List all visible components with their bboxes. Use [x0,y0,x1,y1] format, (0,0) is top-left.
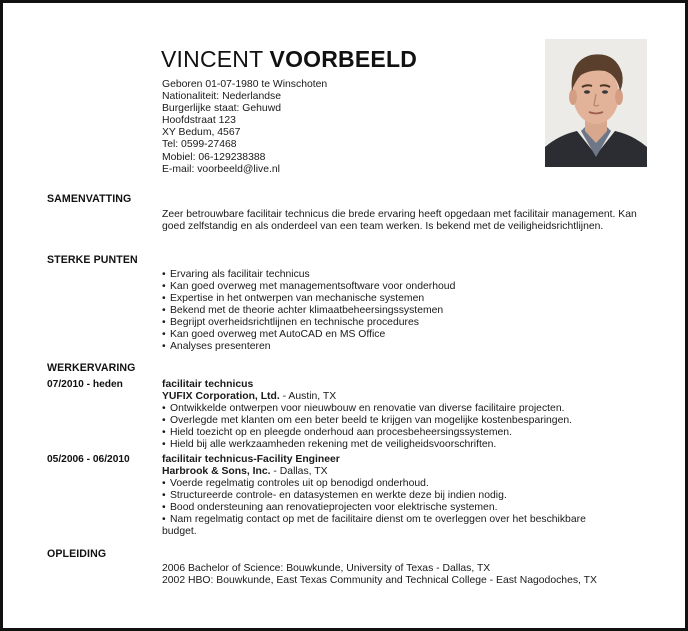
bullet-icon: • [162,514,166,525]
job-duties-list [162,478,652,538]
city-line: XY Bedum, 4567 [162,127,241,139]
company-location: - Austin, TX [279,391,337,402]
list-item: • Ervaring als facilitair technicus [162,269,310,280]
company-name: YUFIX Corporation, Ltd. [162,391,280,402]
first-name: VINCENT [161,46,263,72]
job-block [162,379,652,451]
job-block [162,454,652,538]
bullet-icon: • [162,317,166,328]
list-item: • Overlegde met klanten om een beter beeld te krijgen van mogelijke kostenbesparingen. [162,415,573,426]
bullet-icon: • [162,269,166,280]
list-item: • Bood ondersteuning aan renovatieprojecten voor elektrische systemen. [162,502,498,513]
email-line: E-mail: voorbeeld@live.nl [162,163,280,175]
strengths-block [162,269,652,353]
marital-status-line: Burgerlijke staat: Gehuwd [162,103,281,115]
education-item: 2006 Bachelor of Science: Bouwkunde, University of Texas - Dallas, TX [162,563,491,574]
bullet-icon: • [162,478,166,489]
list-item: • Kan goed overweg met AutoCAD en MS Office [162,329,386,340]
phone-line: Tel: 0599-27468 [162,139,237,151]
education-heading: OPLEIDING [47,548,107,560]
job-period: 05/2006 - 06/2010 [47,454,130,465]
strengths-heading: STERKE PUNTEN [47,254,138,266]
list-item: • Voerde regelmatig controles uit op benodigd onderhoud. [162,478,429,489]
list-item: • Hield toezicht op en pleegde onderhoud aan procesbeheersingssystemen. [162,427,512,438]
contact-details [162,79,327,176]
job-duties-list [162,403,652,451]
bullet-icon: • [162,329,166,340]
mobile-line: Mobiel: 06-129238388 [162,151,266,163]
job-title: facilitair technicus-Facility Engineer [162,454,340,465]
list-item: • Structureerde controle- en datasystemen en werkte deze bij indien nodig. [162,490,507,501]
bullet-icon: • [162,427,166,438]
list-item: • Kan goed overweg met managementsoftware voor onderhoud [162,281,456,292]
summary-text-block [162,209,642,233]
street-line: Hoofdstraat 123 [162,115,236,127]
company-location: - Dallas, TX [270,466,328,477]
list-item: • Expertise in het ontwerpen van mechanische systemen [162,293,425,304]
job-title: facilitair technicus [162,379,254,390]
list-item: • Analyses presenteren [162,341,271,352]
education-item: 2002 HBO: Bouwkunde, East Texas Community and Technical College - East Nagodoches, TX [162,575,597,586]
bullet-icon: • [162,502,166,513]
experience-heading: WERKERVARING [47,362,136,374]
list-item: • Bekend met de theorie achter klimaatbeheersingssystemen [162,305,444,316]
bullet-icon: • [162,293,166,304]
company-name: Harbrook & Sons, Inc. [162,466,271,477]
bullet-icon: • [162,490,166,501]
profile-photo [545,39,647,167]
bullet-icon: • [162,281,166,292]
candidate-name [161,45,417,73]
bullet-icon: • [162,415,166,426]
education-block [162,563,652,587]
list-item: • Hield bij alle werkzaamheden rekening met de veiligheidsvoorschriften. [162,439,497,450]
list-item: • Nam regelmatig contact op met de facilitaire dienst om te overleggen over het beschikbare budget. [162,514,586,537]
job-period: 07/2010 - heden [47,379,123,390]
strengths-list [162,269,652,353]
bullet-icon: • [162,403,166,414]
summary-heading: SAMENVATTING [47,193,132,205]
bullet-icon: • [162,305,166,316]
job-company-line [162,466,652,478]
bullet-icon: • [162,341,166,352]
last-name: VOORBEELD [269,46,418,72]
list-item: • Begrijpt overheidsrichtlijnen en technische procedures [162,317,419,328]
job-company-line [162,391,652,403]
nationality-line: Nationaliteit: Nederlandse [162,91,281,103]
birth-line: Geboren 01-07-1980 te Winschoten [162,79,328,90]
bullet-icon: • [162,439,166,450]
list-item: • Ontwikkelde ontwerpen voor nieuwbouw en renovatie van diverse facilitaire projecten. [162,403,565,414]
summary-text: Zeer betrouwbare facilitair technicus die brede ervaring heeft opgedaan met facilitair management. Kan goed zelfstandig en als onderdeel van een team werken. Is bekend met de veiligheidsrichtlijnen. [162,209,637,232]
